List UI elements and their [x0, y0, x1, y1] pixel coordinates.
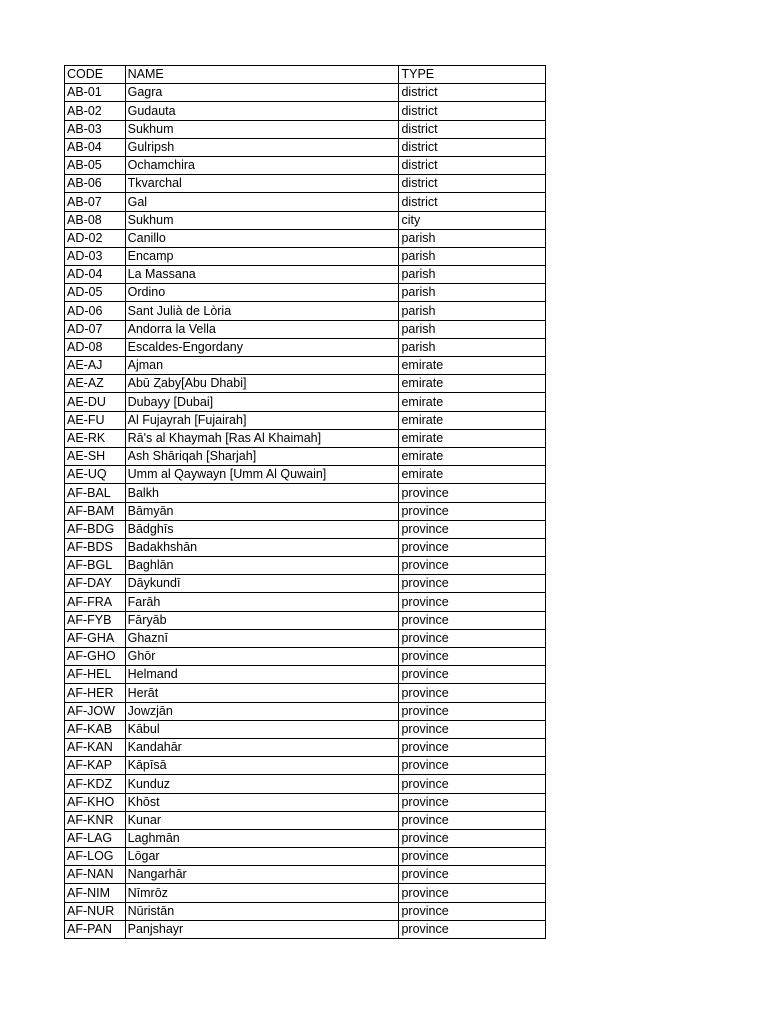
cell-name: Gulripsh [125, 138, 399, 156]
cell-type: province [399, 902, 546, 920]
cell-name: Kunar [125, 811, 399, 829]
cell-type: province [399, 520, 546, 538]
table-row [65, 102, 546, 120]
table-row [65, 920, 546, 938]
cell-name: La Massana [125, 266, 399, 284]
cell-code: AF-BGL [65, 557, 126, 575]
cell-name: Panjshayr [125, 920, 399, 938]
cell-type: province [399, 720, 546, 738]
table-row [65, 156, 546, 174]
table-row [65, 502, 546, 520]
table-row [65, 611, 546, 629]
table-body [65, 84, 546, 939]
cell-type: province [399, 648, 546, 666]
cell-type: emirate [399, 393, 546, 411]
cell-type: province [399, 629, 546, 647]
cell-name: Helmand [125, 666, 399, 684]
table-row [65, 793, 546, 811]
table-row [65, 466, 546, 484]
cell-type: province [399, 793, 546, 811]
cell-type: parish [399, 284, 546, 302]
cell-type: province [399, 502, 546, 520]
cell-code: AF-FYB [65, 611, 126, 629]
cell-name: Nangarhār [125, 866, 399, 884]
cell-type: parish [399, 302, 546, 320]
table-row [65, 338, 546, 356]
cell-code: AF-BAL [65, 484, 126, 502]
cell-code: AE-RK [65, 429, 126, 447]
cell-code: AF-JOW [65, 702, 126, 720]
table-row [65, 648, 546, 666]
cell-code: AB-07 [65, 193, 126, 211]
cell-type: province [399, 829, 546, 847]
cell-type: parish [399, 247, 546, 265]
table-row [65, 848, 546, 866]
table-row [65, 375, 546, 393]
table-row [65, 902, 546, 920]
cell-name: Herāt [125, 684, 399, 702]
cell-type: province [399, 866, 546, 884]
cell-name: Ash Shāriqah [Sharjah] [125, 447, 399, 465]
cell-code: AF-KDZ [65, 775, 126, 793]
cell-code: AF-NIM [65, 884, 126, 902]
table-row [65, 520, 546, 538]
cell-code: AF-BDG [65, 520, 126, 538]
table-row [65, 593, 546, 611]
cell-code: AD-04 [65, 266, 126, 284]
cell-name: Kandahār [125, 738, 399, 756]
cell-type: emirate [399, 466, 546, 484]
cell-type: emirate [399, 447, 546, 465]
cell-code: AF-GHO [65, 648, 126, 666]
cell-type: district [399, 156, 546, 174]
cell-type: province [399, 484, 546, 502]
table-row [65, 866, 546, 884]
cell-code: AF-BDS [65, 538, 126, 556]
cell-name: Bāmyān [125, 502, 399, 520]
cell-name: Sukhum [125, 120, 399, 138]
cell-code: AB-05 [65, 156, 126, 174]
cell-type: emirate [399, 375, 546, 393]
table-row [65, 484, 546, 502]
table-header-row [65, 66, 546, 84]
cell-type: parish [399, 266, 546, 284]
cell-name: Ordino [125, 284, 399, 302]
table-row [65, 538, 546, 556]
table-row [65, 720, 546, 738]
cell-code: AF-KAP [65, 757, 126, 775]
cell-type: city [399, 211, 546, 229]
table-row [65, 738, 546, 756]
table-row [65, 775, 546, 793]
table-row [65, 447, 546, 465]
cell-type: province [399, 684, 546, 702]
table-row [65, 193, 546, 211]
table-row [65, 284, 546, 302]
cell-code: AF-NAN [65, 866, 126, 884]
table-row [65, 247, 546, 265]
cell-type: province [399, 738, 546, 756]
cell-code: AF-KNR [65, 811, 126, 829]
table-row [65, 320, 546, 338]
cell-type: province [399, 848, 546, 866]
cell-name: Jowzjān [125, 702, 399, 720]
cell-code: AB-01 [65, 84, 126, 102]
cell-name: Ajman [125, 357, 399, 375]
cell-type: province [399, 611, 546, 629]
table-row [65, 629, 546, 647]
table-row [65, 211, 546, 229]
cell-type: province [399, 538, 546, 556]
cell-type: district [399, 138, 546, 156]
cell-name: Lōgar [125, 848, 399, 866]
cell-type: emirate [399, 411, 546, 429]
cell-name: Umm al Qaywayn [Umm Al Quwain] [125, 466, 399, 484]
cell-code: AD-05 [65, 284, 126, 302]
cell-name: Dubayy [Dubai] [125, 393, 399, 411]
cell-code: AF-HER [65, 684, 126, 702]
cell-type: emirate [399, 429, 546, 447]
subdivision-table [64, 65, 546, 939]
cell-name: Fāryāb [125, 611, 399, 629]
table-row [65, 175, 546, 193]
table-row [65, 429, 546, 447]
cell-code: AF-KHO [65, 793, 126, 811]
cell-code: AF-KAB [65, 720, 126, 738]
cell-code: AF-LAG [65, 829, 126, 847]
cell-name: Kābul [125, 720, 399, 738]
table-row [65, 884, 546, 902]
cell-code: AF-DAY [65, 575, 126, 593]
header-type: TYPE [399, 66, 546, 84]
cell-type: province [399, 811, 546, 829]
cell-name: Abū Ȥaby[Abu Dhabi] [125, 375, 399, 393]
table-row [65, 266, 546, 284]
cell-code: AD-07 [65, 320, 126, 338]
cell-name: Ghōr [125, 648, 399, 666]
cell-code: AB-04 [65, 138, 126, 156]
cell-type: parish [399, 338, 546, 356]
cell-type: province [399, 920, 546, 938]
cell-type: district [399, 175, 546, 193]
cell-type: emirate [399, 357, 546, 375]
cell-name: Nūristān [125, 902, 399, 920]
table-row [65, 702, 546, 720]
cell-code: AE-UQ [65, 466, 126, 484]
table-row [65, 557, 546, 575]
cell-type: province [399, 757, 546, 775]
cell-code: AD-06 [65, 302, 126, 320]
cell-code: AD-08 [65, 338, 126, 356]
cell-name: Laghmān [125, 829, 399, 847]
table-row [65, 357, 546, 375]
header-name: NAME [125, 66, 399, 84]
table-row [65, 84, 546, 102]
cell-code: AF-KAN [65, 738, 126, 756]
cell-name: Badakhshān [125, 538, 399, 556]
cell-type: district [399, 193, 546, 211]
cell-type: province [399, 775, 546, 793]
cell-name: Ochamchira [125, 156, 399, 174]
cell-type: province [399, 884, 546, 902]
cell-name: Gudauta [125, 102, 399, 120]
cell-code: AF-HEL [65, 666, 126, 684]
cell-name: Andorra la Vella [125, 320, 399, 338]
table-row [65, 138, 546, 156]
header-code: CODE [65, 66, 126, 84]
table-row [65, 811, 546, 829]
table-row [65, 684, 546, 702]
cell-name: Al Fujayrah [Fujairah] [125, 411, 399, 429]
cell-name: Kunduz [125, 775, 399, 793]
cell-name: Escaldes-Engordany [125, 338, 399, 356]
cell-name: Encamp [125, 247, 399, 265]
cell-type: province [399, 557, 546, 575]
cell-code: AF-LOG [65, 848, 126, 866]
cell-code: AE-DU [65, 393, 126, 411]
cell-name: Canillo [125, 229, 399, 247]
cell-code: AF-BAM [65, 502, 126, 520]
cell-type: district [399, 102, 546, 120]
cell-name: Bādghīs [125, 520, 399, 538]
table-row [65, 829, 546, 847]
cell-name: Sukhum [125, 211, 399, 229]
table-row [65, 120, 546, 138]
table-row [65, 229, 546, 247]
cell-type: province [399, 702, 546, 720]
cell-code: AE-AZ [65, 375, 126, 393]
cell-type: district [399, 120, 546, 138]
cell-name: Kāpīsā [125, 757, 399, 775]
cell-code: AB-08 [65, 211, 126, 229]
table-row [65, 575, 546, 593]
cell-name: Gagra [125, 84, 399, 102]
cell-name: Gal [125, 193, 399, 211]
cell-name: Tkvarchal [125, 175, 399, 193]
cell-code: AF-GHA [65, 629, 126, 647]
cell-code: AE-AJ [65, 357, 126, 375]
cell-code: AF-NUR [65, 902, 126, 920]
cell-name: Dāykundī [125, 575, 399, 593]
cell-name: Ghaznī [125, 629, 399, 647]
cell-code: AD-02 [65, 229, 126, 247]
cell-code: AB-03 [65, 120, 126, 138]
table-row [65, 666, 546, 684]
cell-type: province [399, 593, 546, 611]
cell-code: AB-02 [65, 102, 126, 120]
cell-code: AF-PAN [65, 920, 126, 938]
cell-name: Rā's al Khaymah [Ras Al Khaimah] [125, 429, 399, 447]
cell-code: AD-03 [65, 247, 126, 265]
table-row [65, 411, 546, 429]
cell-name: Balkh [125, 484, 399, 502]
table-row [65, 757, 546, 775]
cell-type: province [399, 575, 546, 593]
table-row [65, 393, 546, 411]
cell-name: Nīmrōz [125, 884, 399, 902]
table-row [65, 302, 546, 320]
cell-name: Farāh [125, 593, 399, 611]
cell-type: province [399, 666, 546, 684]
cell-name: Sant Julià de Lòria [125, 302, 399, 320]
cell-name: Baghlān [125, 557, 399, 575]
cell-code: AE-FU [65, 411, 126, 429]
cell-type: district [399, 84, 546, 102]
cell-code: AB-06 [65, 175, 126, 193]
cell-code: AF-FRA [65, 593, 126, 611]
cell-type: parish [399, 320, 546, 338]
cell-type: parish [399, 229, 546, 247]
cell-code: AE-SH [65, 447, 126, 465]
cell-name: Khōst [125, 793, 399, 811]
